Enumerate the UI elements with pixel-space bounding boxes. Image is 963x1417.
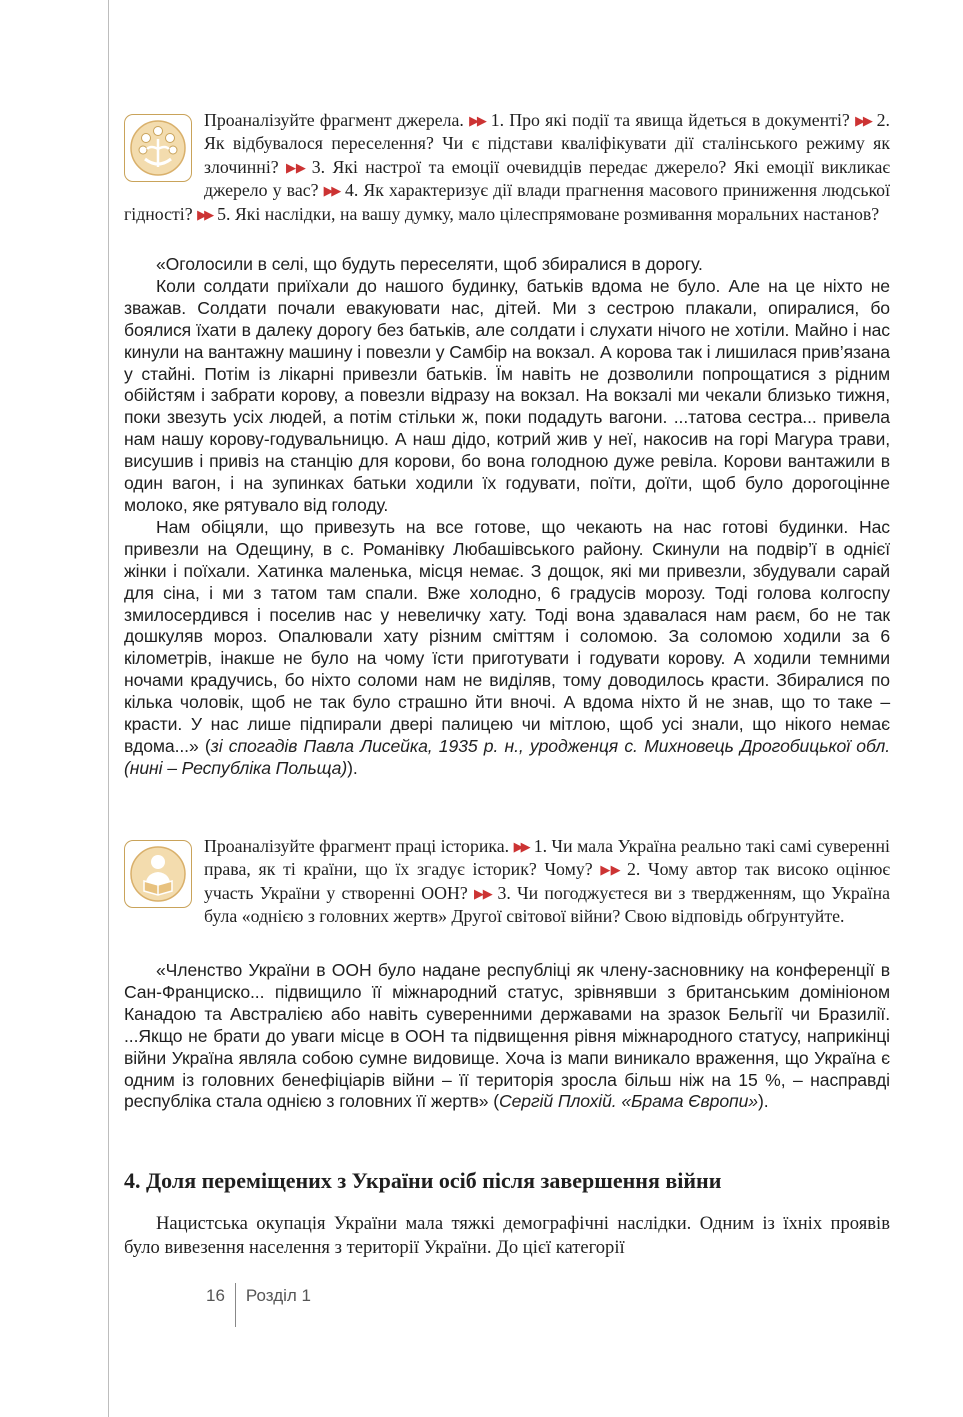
arrow-icon: ▶▶ (323, 183, 339, 199)
arrow-icon: ▶▶ (855, 113, 871, 128)
page-footer (206, 1283, 311, 1327)
task-question: 2. Як відбувалося переселення? Чи є підстави кваліфікувати дії сталінського режиму як злочинні? (204, 110, 890, 177)
task-question: 1. Чи мала Україна реально такі самі суверенні права, як ті країни, що їх згадує історик? Чому? (204, 836, 890, 880)
quote-text: Нам обіцяли, що привезуть на все готове, що чекають на нас готові будинки. Нас привезли на Одещину, в с. Романівку Любашівського району. Скинули на подвір’ї в однієї жінки і поїхали. Хатинка маленька, місця немає. З дощок, які ми привезли, збудували сарай для сіна, і ми з татом там спали. Вже холодно, 6 градусів морозу. Тоді голова колгоспу змилосердився і поселив нас у невеличку хату. Тоді вона здавалася нам раєм, бо не так дошкуляв мороз. Опалювали хату різним сміттям і соломою. За соломою ходили за 6 кілометрів, інакше не було на чому їсти приготувати і годувати корову. А ходили темними ночами крадучись, бо ніхто соломи нам не виділяв, тому доводилось красти. Збиралися по кілька чоловік, щоб не так було страшно йти вночі. А вдома ніхто й не знав, що то таке – красти. У нас лише підпирали двері палицею чи мітлою, щоб усі знали, що нікого немає вдома...» ( (124, 516, 890, 756)
quote-source: зі спогадів Павла Лисейка, 1935 р. н., уродженця с. Михновець Дрогобицької обл. (нині – Республіка Польща) (124, 735, 890, 778)
task-intro: Проаналізуйте фрагмент праці історика. (204, 836, 510, 856)
quote-paragraph: «Оголосили в селі, що будуть переселяти, щоб збиралися в дорогу. (156, 254, 703, 274)
arrow-icon: ▶▶ (197, 206, 212, 222)
task-block-2 (124, 835, 890, 929)
section-label: Розділ 1 (245, 1286, 311, 1305)
task-question: 4. Як характеризує дії влади прагнення масового приниження людської гідності? (124, 180, 891, 224)
task-question: 1. Про які події та явища йдеться в документі? (490, 110, 850, 130)
quote-paragraph: Коли солдати приїхали до нашого будинку, батьків вдома не було. Але на це ніхто не зважав. Солдати почали евакуювати нас, дітей. Ми з сестрою плакали, опиралися, бо боялися їхати в далеку дорогу без батьків, але солдати і слухати нічого не хотіли. Майно і нас кинули на вантажну машину і повезли у Самбір на вокзал. А корова так і лишилася прив’язана у стайні. Потім із лікарні привезли батьків. Їм навіть не дозволили попрощатися з рідним обійстям і забрати корову, а повезли відразу на вокзал. На вокзалі ми чекали близько тижня, поки звезуть усіх людей, а потім стільки ж, поки подадуть вагони. ...татова сестра... привела нам нашу корову-годувальницю. А наш дідо, котрий жив у неї, накосив на горі Магура трави, висушив і привіз на станцію для корови, бо вона голодною дуже ревіла. Корови вантажили в один вагон, і на зупинках батьки ходили їх годувати, поїти, доїти, щоб було дорогоцінне молоко, яке рятувало від голоду. (124, 275, 890, 515)
section-heading: 4. Доля переміщених з України осіб після завершення війни (124, 1168, 722, 1193)
page-number: 16 (206, 1286, 225, 1305)
hands-tree-icon (129, 119, 187, 177)
task-icon-frame (124, 114, 192, 182)
quote-source: Сергій Плохій. «Брама Європи» (499, 1091, 758, 1112)
task-icon-frame (124, 840, 192, 908)
arrow-icon: ▶▶ (473, 885, 492, 901)
task-question: 3. Чи погоджуєтеся ви з твердженням, що Україна була «однією з головних жертв» Другої світової війни? Свою відповідь обґрунтуйте. (204, 882, 890, 927)
task-intro: Проаналізуйте фрагмент джерела. (204, 110, 464, 130)
task-question: 3. Які настрої та емоції очевидців передає джерело? Які емоції викликає джерело у вас? (204, 156, 890, 201)
quote-paragraph (124, 517, 890, 780)
arrow-icon: ▶▶ (286, 159, 306, 175)
margin-rule (108, 0, 109, 1417)
quote-closing: ). (757, 1091, 769, 1112)
arrow-icon: ▶▶ (600, 862, 621, 878)
task-question: 2. Чому автор так високо оцінює участь України у створенні ООН? (204, 859, 891, 903)
source-quote-1 (124, 254, 890, 780)
body-paragraph: Нацистська окупація України мала тяжкі демографічні наслідки. Одним із їхніх проявів було вивезення населення з території України. До цієї категорії (124, 1213, 890, 1258)
arrow-icon: ▶▶ (469, 113, 485, 128)
quote-closing: ). (347, 757, 358, 778)
quote-paragraph (124, 960, 890, 1113)
source-quote-2 (124, 960, 890, 1113)
task-block-1 (124, 109, 890, 226)
arrow-icon: ▶▶ (513, 839, 528, 854)
quote-text: «Членство України в ООН було надане республіці як члену-засновнику на конференції в Сан-Франциско... підвищило її міжнародний статус, зрівнявши з британським домініоном Канадою та Австралією або навіть суверенними державами на зразок Бельгії чи Бразилії. ...Якщо не брати до уваги місце в ООН та підвищення рівня міжнародного статусу, наприкінці війни Україна являла собою сумне видовище. Хоча із мапи виникало враження, що Україна є одним із головних бенефіціарів війни – її територія зросла більш ніж на 15 %, – насправді республіка стала однією з головних її жертв» ( (124, 960, 890, 1112)
reading-person-icon (129, 845, 187, 903)
task-question: 5. Які наслідки, на вашу думку, мало цілеспрямоване розмивання моральних настанов? (217, 203, 880, 224)
